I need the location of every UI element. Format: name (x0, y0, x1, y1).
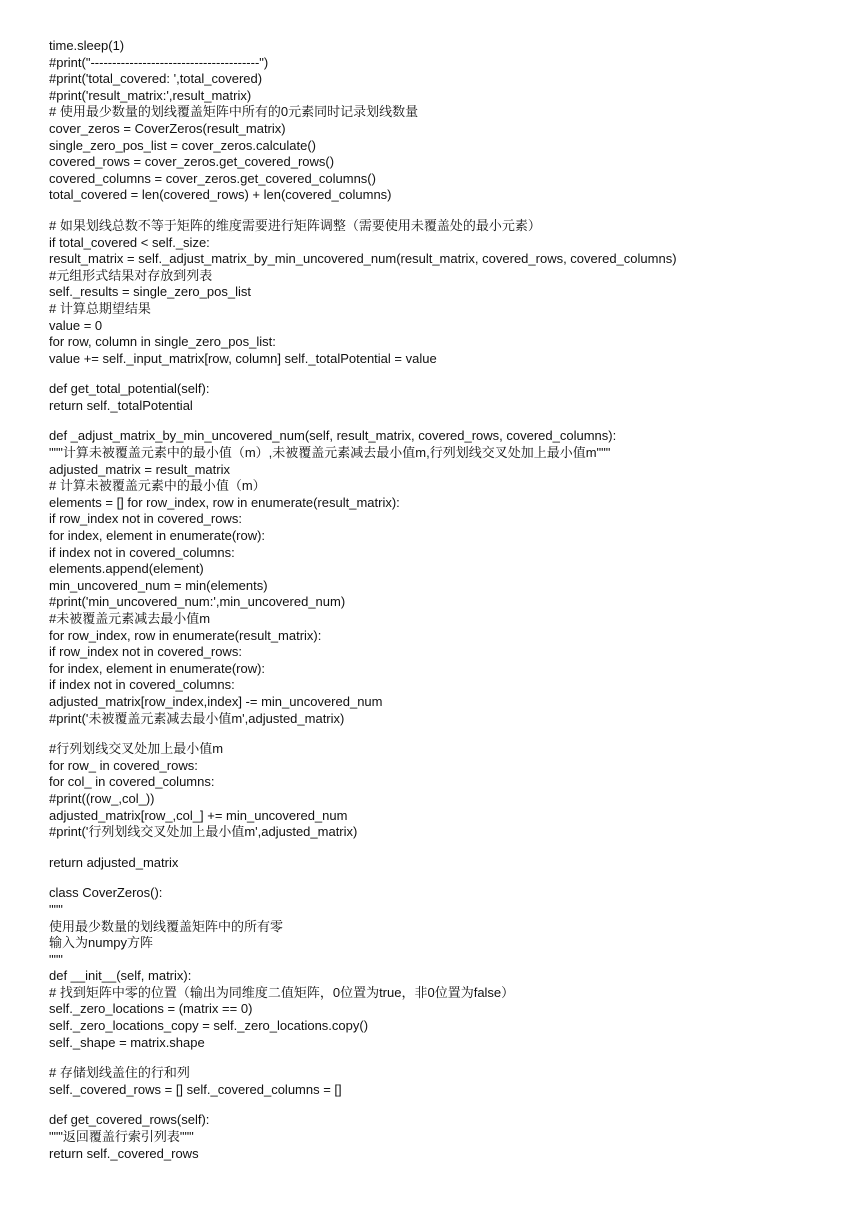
code-line: #未被覆盖元素减去最小值m (49, 611, 211, 626)
code-line: if row_index not in covered_rows: (49, 511, 242, 527)
code-line: self._results = single_zero_pos_list (49, 284, 251, 300)
code-line: """计算未被覆盖元素中的最小值（m）,未被覆盖元素减去最小值m,行列划线交叉处加上最小值m""" (49, 445, 611, 461)
code-line: min_uncovered_num = min(elements) (49, 577, 268, 593)
code-line: cover_zeros = CoverZeros(result_matrix) (49, 120, 286, 136)
code-line: for index, element in enumerate(row): (49, 660, 266, 676)
code-line: #元组形式结果对存放到列表 (49, 267, 213, 283)
code-line: #print('行列划线交叉处加上最小值m',adjusted_matrix) (49, 824, 358, 840)
code-line: time.sleep(1) (49, 38, 125, 53)
code-line: if total_covered < self._size: (49, 234, 210, 250)
code-line: self._zero_locations = (matrix == 0) (49, 1001, 253, 1017)
code-line: #行列划线交叉处加上最小值m (49, 741, 224, 757)
code-line: # 使用最少数量的划线覆盖矩阵中所有的0元素同时记录划线数量 (49, 104, 419, 120)
code-line: value += self._input_matrix[row, column] self._totalPotential = value (49, 350, 437, 366)
code-line: # 计算总期望结果 (49, 300, 151, 316)
code-block (49, 855, 849, 872)
code-block (49, 885, 849, 1051)
code-line: """ (49, 951, 63, 967)
code-block (49, 381, 849, 414)
code-line: # 存储划线盖住的行和列 (49, 1065, 190, 1081)
code-line: for row, column in single_zero_pos_list: (49, 334, 276, 350)
code-line: def __init__(self, matrix): (49, 968, 192, 984)
code-line: 使用最少数量的划线覆盖矩阵中的所有零 (49, 918, 284, 934)
code-line: self._covered_rows = [] self._covered_columns = [] (49, 1081, 342, 1097)
code-line: #print('min_uncovered_num:',min_uncovered_num) (49, 594, 346, 610)
code-block (49, 428, 849, 727)
code-line: def get_covered_rows(self): (49, 1112, 210, 1128)
code-block (49, 38, 849, 204)
code-line: if index not in covered_columns: (49, 677, 235, 693)
code-line: for row_index, row in enumerate(result_matrix): (49, 627, 322, 643)
code-line: # 找到矩阵中零的位置（输出为同维度二值矩阵，0位置为true，非0位置为false） (49, 984, 515, 1000)
code-line: covered_columns = cover_zeros.get_covered_columns() (49, 170, 376, 186)
code-line: 输入为numpy方阵 (49, 935, 154, 951)
code-line: def _adjust_matrix_by_min_uncovered_num(self, result_matrix, covered_rows, covered_columns): (49, 428, 617, 444)
code-document (49, 38, 849, 1176)
code-line: for row_ in covered_rows: (49, 757, 198, 773)
code-line: # 计算未被覆盖元素中的最小值（m） (49, 478, 266, 494)
code-line: adjusted_matrix[row_index,index] -= min_uncovered_num (49, 693, 383, 709)
code-line: return self._totalPotential (49, 397, 193, 413)
code-line: #print("---------------------------------------") (49, 54, 269, 70)
code-line: # 如果划线总数不等于矩阵的维度需要进行矩阵调整（需要使用未覆盖处的最小元素） (49, 217, 541, 233)
code-line: single_zero_pos_list = cover_zeros.calculate() (49, 137, 316, 153)
code-line: """返回覆盖行索引列表""" (49, 1129, 194, 1145)
code-line: return adjusted_matrix (49, 854, 179, 870)
code-block (49, 1065, 849, 1098)
code-line: result_matrix = self._adjust_matrix_by_min_uncovered_num(result_matrix, covered_rows, covered_columns) (49, 251, 677, 267)
code-line: #print('未被覆盖元素减去最小值m',adjusted_matrix) (49, 710, 345, 726)
code-line: #print((row_,col_)) (49, 790, 155, 806)
code-line: total_covered = len(covered_rows) + len(covered_columns) (49, 187, 392, 203)
code-line: for index, element in enumerate(row): (49, 528, 266, 544)
code-line: adjusted_matrix[row_,col_] += min_uncovered_num (49, 807, 348, 823)
code-line: self._shape = matrix.shape (49, 1034, 205, 1050)
code-line: value = 0 (49, 317, 103, 333)
code-line: elements.append(element) (49, 561, 204, 577)
code-line: def get_total_potential(self): (49, 381, 210, 397)
code-line: adjusted_matrix = result_matrix (49, 461, 230, 477)
code-line: if index not in covered_columns: (49, 544, 235, 560)
code-line: #print('result_matrix:',result_matrix) (49, 87, 252, 103)
code-line: self._zero_locations_copy = self._zero_locations.copy() (49, 1018, 369, 1034)
code-block (49, 741, 849, 841)
code-line: #print('total_covered: ',total_covered) (49, 71, 263, 87)
code-line: if row_index not in covered_rows: (49, 644, 242, 660)
code-line: elements = [] for row_index, row in enumerate(result_matrix): (49, 494, 400, 510)
code-line: return self._covered_rows (49, 1145, 199, 1161)
code-block (49, 218, 849, 367)
code-line: """ (49, 901, 63, 917)
code-line: class CoverZeros(): (49, 885, 163, 901)
code-line: for col_ in covered_columns: (49, 774, 215, 790)
code-line: covered_rows = cover_zeros.get_covered_rows() (49, 154, 335, 170)
code-block (49, 1112, 849, 1162)
